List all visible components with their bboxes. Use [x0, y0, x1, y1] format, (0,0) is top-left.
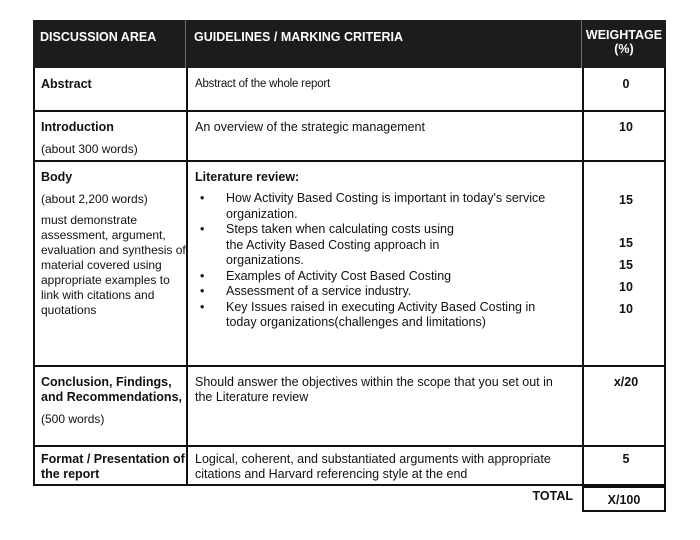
weight-body-item-2: 15 — [619, 236, 633, 250]
header-guidelines: GUIDELINES / MARKING CRITERIA — [186, 20, 582, 68]
table-row-introduction — [33, 112, 666, 162]
weight-body-item-1: 15 — [619, 193, 633, 207]
area-introduction: Introduction — [41, 120, 114, 134]
table-header — [33, 20, 666, 68]
list-item: • Key Issues raised in executing Activity Based Costing in today organizations(challenges and limitations) — [195, 300, 574, 331]
weight-introduction: 10 — [619, 120, 633, 134]
area-introduction-wordcount: (about 300 words) — [41, 142, 138, 156]
area-conclusion-wordcount: (500 words) — [41, 412, 105, 426]
weight-format: 5 — [622, 452, 630, 466]
area-body-wordcount: (about 2,200 words) — [41, 192, 148, 206]
total-cell — [582, 486, 666, 512]
guideline-abstract: Abstract of the whole report — [195, 78, 331, 90]
table-row-abstract — [33, 68, 666, 112]
table-row-conclusion — [33, 367, 666, 447]
area-body-description: must demonstrate assessment, argument, evaluation and synthesis of material covered using appropriate examples to link with citations and quotations — [41, 213, 186, 317]
header-weightage: WEIGHTAGE (%) — [585, 28, 663, 56]
weight-body-item-3: 15 — [619, 258, 633, 272]
header-discussion-area: DISCUSSION AREA — [33, 20, 186, 68]
weight-abstract: 0 — [622, 77, 630, 91]
list-item: • Assessment of a service industry. — [195, 284, 574, 300]
total-label: TOTAL — [532, 489, 573, 503]
list-item: • How Activity Based Costing is important in today's service organization. — [195, 191, 574, 222]
area-abstract: Abstract — [41, 77, 92, 91]
total-value: X/100 — [607, 493, 641, 507]
area-format: Format / Presentation of the report — [41, 452, 185, 481]
weight-conclusion: x/20 — [613, 375, 639, 389]
table-row-body — [33, 162, 666, 367]
table-row-format — [33, 447, 666, 486]
guideline-format: Logical, coherent, and substantiated arguments with appropriate citations and Harvard referencing style at the end — [195, 452, 551, 481]
guideline-conclusion: Should answer the objectives within the scope that you set out in the Literature review — [195, 375, 553, 404]
literature-review-list — [195, 191, 574, 331]
guideline-introduction: An overview of the strategic management — [195, 120, 425, 134]
list-item: • Examples of Activity Cost Based Costing — [195, 269, 574, 285]
weight-body-item-5: 10 — [619, 302, 633, 316]
list-item: • Steps taken when calculating costs using the Activity Based Costing approach in organizations. — [195, 222, 574, 269]
area-conclusion: Conclusion, Findings, and Recommendations, — [41, 375, 182, 404]
area-body: Body — [41, 170, 73, 184]
literature-review-heading: Literature review: — [195, 170, 300, 184]
weight-body-item-4: 10 — [619, 280, 633, 294]
